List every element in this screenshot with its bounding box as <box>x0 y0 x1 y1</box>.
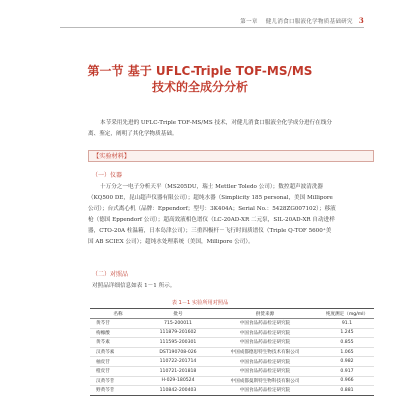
table-row <box>90 386 374 396</box>
cell-batch: 111879-201602 <box>146 328 210 338</box>
cell-supplier: 中国食品药品检定研究院 <box>210 386 320 396</box>
cell-name: 柚皮苷 <box>90 357 146 367</box>
running-header <box>60 16 364 25</box>
cell-name: 野黄芩苷 <box>90 386 146 396</box>
cell-name: 汉黄芩苷 <box>90 376 146 386</box>
cell-name: 枸橼酸 <box>90 328 146 338</box>
cell-purity: 0.982 <box>320 357 374 367</box>
instruments-heading: （一）仪器 <box>92 172 123 179</box>
cell-batch: 110842-200403 <box>146 386 210 396</box>
table-row <box>90 338 374 348</box>
table-row <box>90 319 374 329</box>
table-header-row <box>90 309 374 319</box>
controls-heading: （二）对照品 <box>92 271 129 278</box>
instruments-paragraph: 十万分之一电子分析天平（MS205DU，瑞士 Mettler Toledo 公司）；数控超声波清洗器（KQ500 DE，昆山超声仪器有限公司）；超纯水器（Simplicity 185 personal，美国 Millipore 公司）；台式离心机（品牌：Eppendorf；型号：3K404A；Serial No.：5428ZG007102）；移液枪（德国 Eppendorf 公司）；超高效液相色谱仪（LC-20AD-XR 二元泵，SIL-20AD-XR 自动进样器，CTO-20A 柱温箱，日本岛津公司）；三重四极杆－飞行时间质谱仪（Triple Q-TOF 5600⁺美国 AB SCIEX 公司）；超纯水处理系统（美国，Millipore 公司）。 <box>88 184 336 245</box>
cell-batch: 110722-201714 <box>146 357 210 367</box>
cell-supplier: 中国成都曼斯特生物科技有限公司 <box>210 376 320 386</box>
reference-standards-table <box>90 308 374 396</box>
cell-supplier: 中国食品药品检定研究院 <box>210 366 320 376</box>
cell-name: 黄芩苷 <box>90 319 146 329</box>
cell-purity: 91.1 <box>320 319 374 329</box>
table-row <box>90 328 374 338</box>
table-row <box>90 357 374 367</box>
cell-batch: 715-200011 <box>146 319 210 329</box>
cell-purity: 0.917 <box>320 366 374 376</box>
cell-name: 汉黄芩素 <box>90 347 146 357</box>
cell-supplier: 中国食品药品检定研究院 <box>210 328 320 338</box>
cell-supplier: 中国食品药品检定研究院 <box>210 338 320 348</box>
cell-supplier: 中国食品药品检定研究院 <box>210 357 320 367</box>
cell-purity: 1.065 <box>320 347 374 357</box>
cell-batch: 110721-201818 <box>146 366 210 376</box>
table-row <box>90 376 374 386</box>
table-row <box>90 366 374 376</box>
cell-batch: 111595-200301 <box>146 338 210 348</box>
intro-paragraph: 本节采用先进的 UFLC-Triple TOF-MS/MS 技术，对健儿消食口服液全化学成分进行在线分离、鉴定，阐明了其化学物质基础。 <box>88 120 332 137</box>
section-title-line2: 技术的全成分分析 <box>151 80 248 94</box>
column-header-batch: 批号 <box>146 309 210 319</box>
cell-name: 黄芩素 <box>90 338 146 348</box>
cell-purity: 1.245 <box>320 328 374 338</box>
section-title-line1: 第一节 基于 UFLC-Triple TOF-MS/MS <box>87 64 313 78</box>
column-header-name: 名称 <box>90 309 146 319</box>
cell-batch: H-029-180524 <box>146 376 210 386</box>
section-title <box>0 63 400 95</box>
page-number: 3 <box>358 16 364 25</box>
cell-purity: 0.855 <box>320 338 374 348</box>
table-body <box>90 319 374 396</box>
header-rule <box>60 27 364 28</box>
table-row <box>90 347 374 357</box>
cell-supplier: 中国成都德思特生物技术有限公司 <box>210 347 320 357</box>
column-header-purity: 纯度测定（mg/ml） <box>320 309 374 319</box>
cell-batch: DST190708-026 <box>146 347 210 357</box>
header-chapter: 第一章 <box>240 19 258 25</box>
controls-intro: 对照品详细信息如表 1－1 所示。 <box>92 283 176 289</box>
cell-supplier: 中国食品药品检定研究院 <box>210 319 320 329</box>
table-caption: 表 1－1 实验所用对照品 <box>171 300 229 306</box>
cell-name: 橙皮苷 <box>90 366 146 376</box>
materials-heading: 【实验材料】 <box>88 150 374 162</box>
header-title: 健儿消食口服液化学物质基础研究 <box>265 19 353 25</box>
cell-purity: 0.966 <box>320 376 374 386</box>
cell-purity: 0.881 <box>320 386 374 396</box>
column-header-supplier: 供货来源 <box>210 309 320 319</box>
